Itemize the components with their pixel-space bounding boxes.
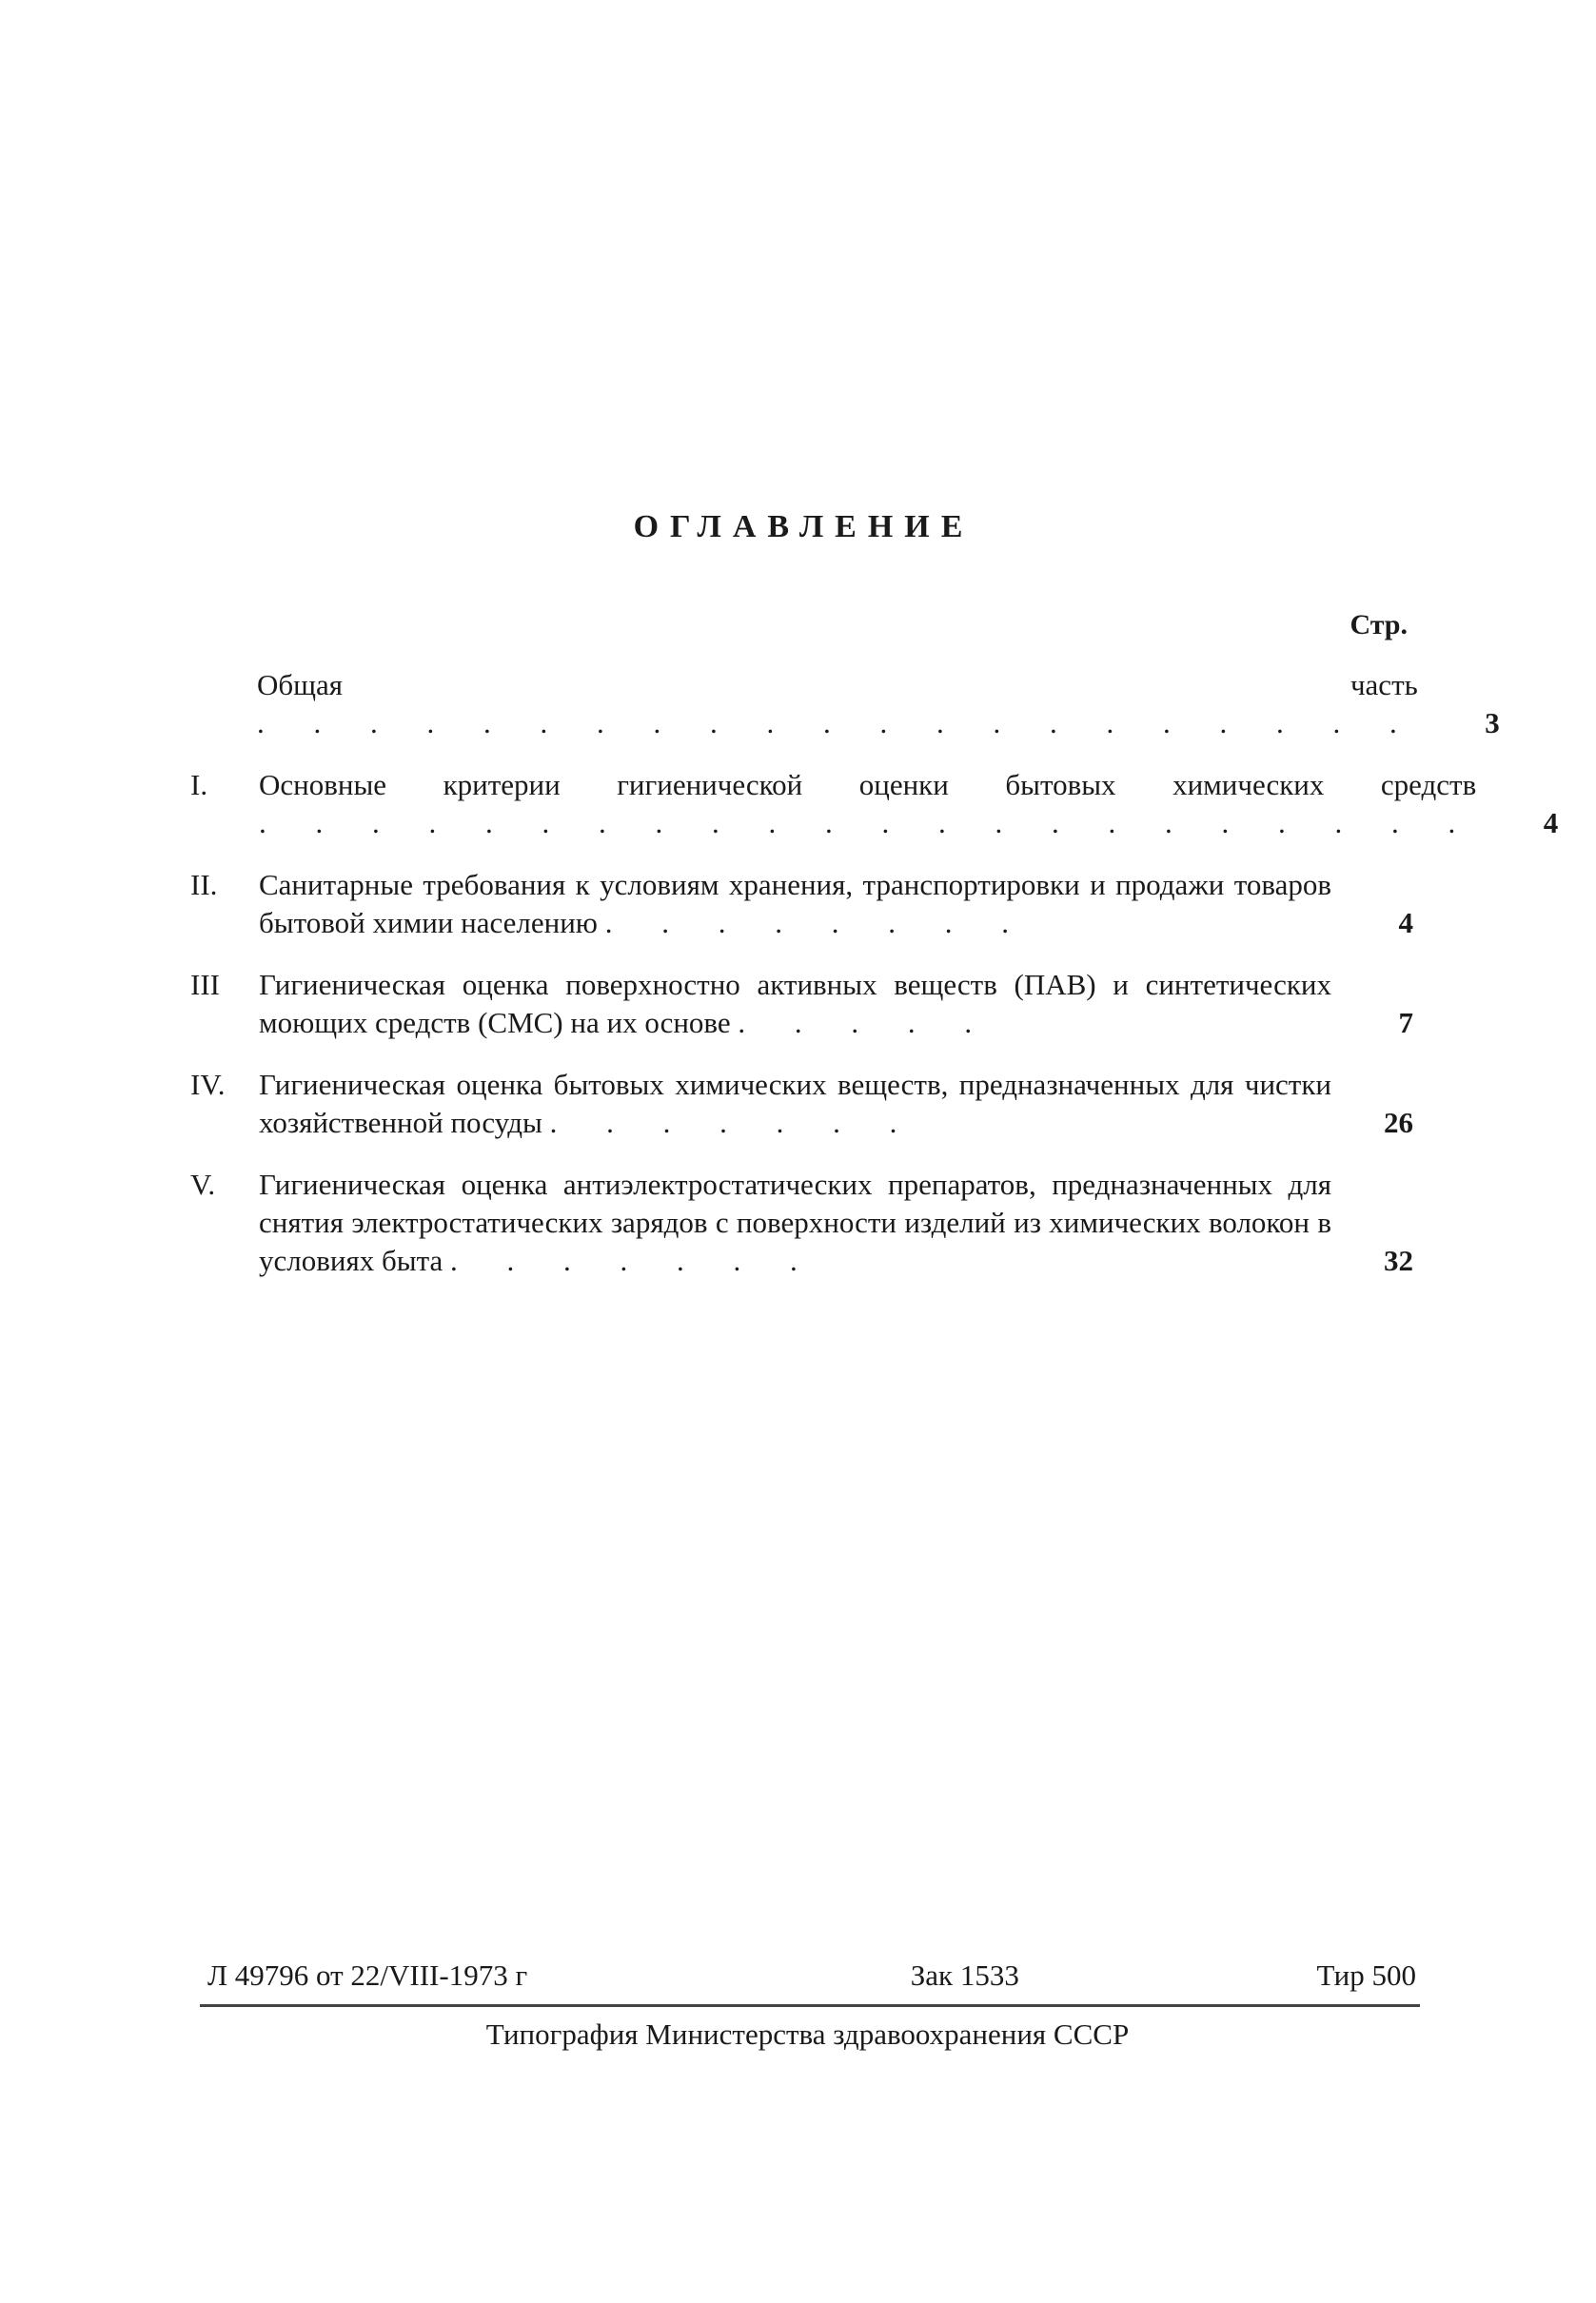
toc-entry-page: 4 — [1543, 806, 1559, 839]
toc-entry-number: IV. — [190, 1068, 226, 1101]
page-column-header: Стр. — [1350, 609, 1408, 640]
toc-entry-page: 7 — [1398, 1006, 1413, 1039]
toc-entry-text: Основные критерии гигиенической оценки бытовых химических средств . . . . . . . . . . . . . . . . . . . . . . — [259, 768, 1477, 839]
toc-entry-3 — [190, 966, 1413, 1042]
leader-dots: . . . . . — [738, 1006, 994, 1039]
toc-entry-text: Санитарные требования к условиям хранения, транспортировки и продажи товаров бытовой химии населению . . . . . . . . — [259, 868, 1331, 939]
toc-entry-page: 3 — [1485, 706, 1500, 739]
toc-entry-text: Гигиеническая оценка поверхностно активных веществ (ПАВ) и синтетических моющих средств (СМС) на их основе . . . . . — [259, 968, 1331, 1039]
table-of-contents — [190, 666, 1559, 1304]
toc-entry-5 — [190, 1166, 1413, 1280]
toc-entry-page: 32 — [1384, 1244, 1413, 1277]
imprint-line — [207, 1959, 1416, 1993]
leader-dots: . . . . . . . — [450, 1244, 818, 1277]
toc-entry-2 — [190, 866, 1413, 942]
print-run: Тир 500 — [1316, 1959, 1416, 1992]
toc-entry-text: Общая часть . . . . . . . . . . . . . . . . . . . . . — [257, 668, 1418, 739]
toc-entry-number: I. — [190, 768, 208, 801]
order-number: Зак 1533 — [910, 1959, 1019, 1992]
toc-entry-text: Гигиеническая оценка бытовых химических веществ, предназначенных для чистки хозяйственной посуды . . . . . . . — [259, 1068, 1331, 1139]
toc-entry-general — [190, 666, 1500, 742]
imprint-divider — [200, 2004, 1420, 2007]
leader-dots: . . . . . . . . . . . . . . . . . . . . . . — [259, 806, 1477, 839]
toc-entry-page: 4 — [1398, 906, 1413, 939]
printer-name: Типография Министерства здравоохранения СССР — [485, 2018, 1130, 2051]
leader-dots: . . . . . . . . — [604, 906, 1030, 939]
toc-entry-number: II. — [190, 868, 218, 901]
toc-entry-number: V. — [190, 1168, 216, 1201]
toc-entry-text: Гигиеническая оценка антиэлектростатических препаратов, предназначенных для снятия электростатических зарядов с поверхности изделий из химических волокон в условиях быта . . . . . . . — [259, 1168, 1331, 1277]
leader-dots: . . . . . . . — [549, 1106, 918, 1139]
leader-dots: . . . . . . . . . . . . . . . . . . . . . — [257, 706, 1418, 739]
order-reference: Л 49796 от 22/VIII-1973 г — [207, 1959, 528, 1992]
toc-entry-4 — [190, 1066, 1413, 1142]
toc-title: ОГЛАВЛЕНИЕ — [633, 509, 975, 544]
toc-entry-number: III — [190, 968, 220, 1001]
toc-entry-1 — [190, 766, 1559, 842]
toc-entry-page: 26 — [1384, 1106, 1413, 1139]
